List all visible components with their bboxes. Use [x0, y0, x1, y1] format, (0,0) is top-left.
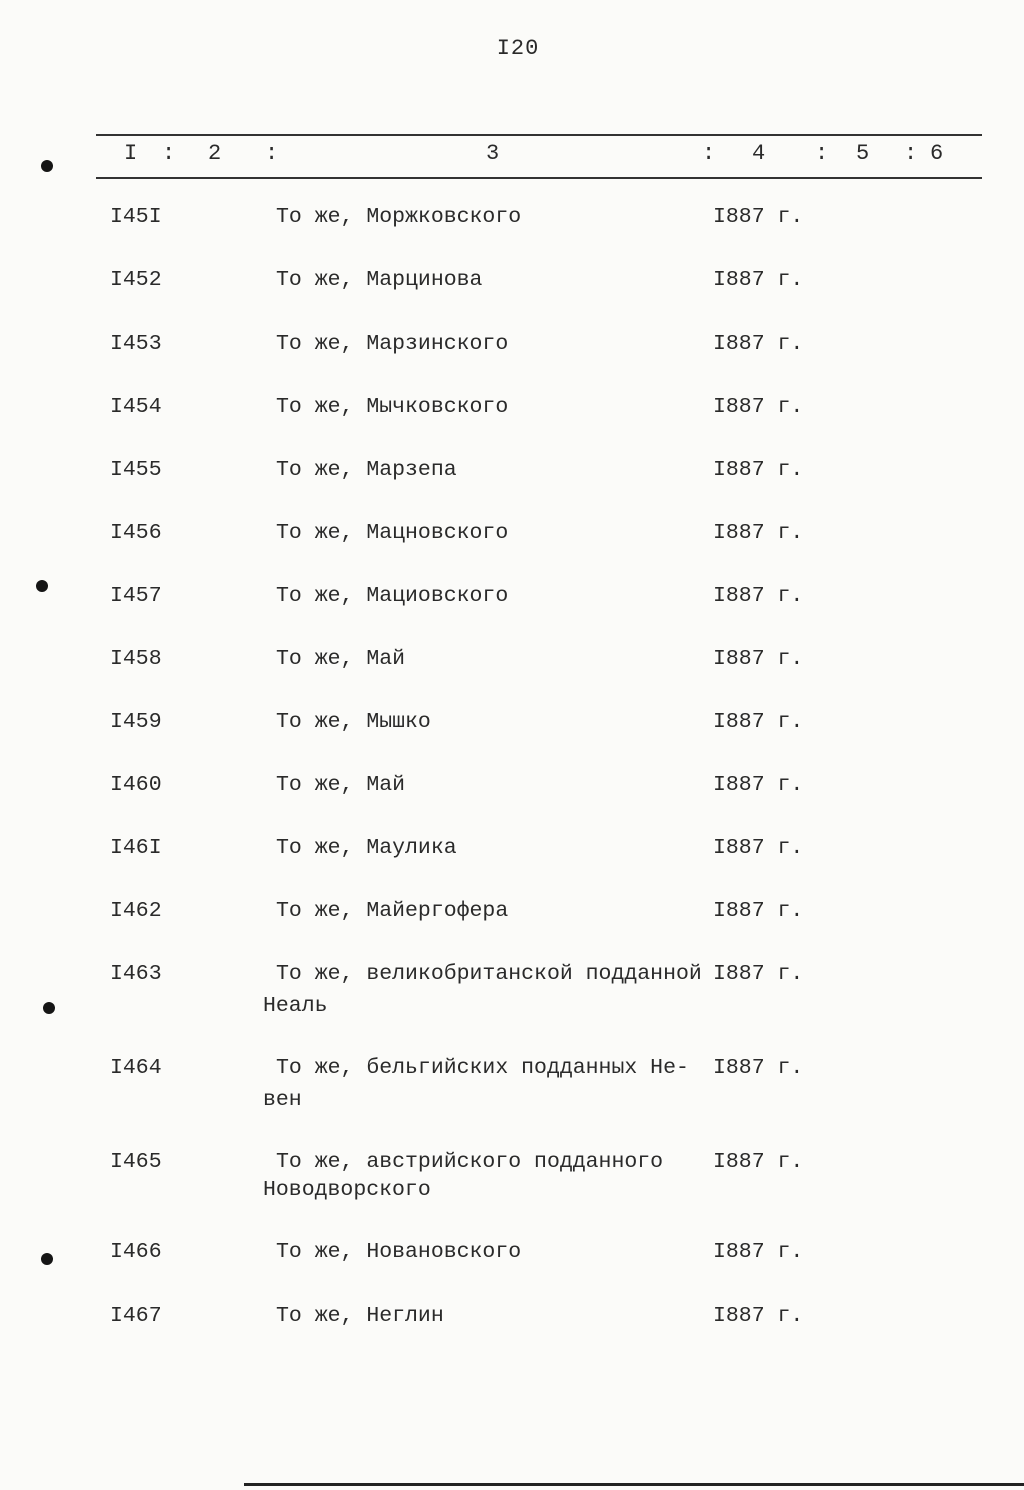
header-top-rule [96, 134, 982, 136]
entry-description: То же, бельгийских подданных Не- [276, 1056, 689, 1080]
entry-year: I887 г. [713, 205, 804, 229]
entry-year: I887 г. [713, 836, 804, 860]
entry-description-continuation: вен [263, 1088, 302, 1112]
entry-year: I887 г. [713, 773, 804, 797]
entry-number: I459 [110, 710, 162, 734]
entry-description: То же, Неглин [276, 1304, 444, 1328]
entry-year: I887 г. [713, 332, 804, 356]
entry-description-continuation: Новодворского [263, 1178, 431, 1202]
entry-year: I887 г. [713, 1056, 804, 1080]
column-header-5: 5 [856, 141, 870, 166]
entry-description: То же, великобританской подданной [276, 962, 702, 986]
entry-year: I887 г. [713, 1240, 804, 1264]
entry-number: I467 [110, 1304, 162, 1328]
entry-description: То же, Мацновского [276, 521, 509, 545]
entry-number: I457 [110, 584, 162, 608]
entry-year: I887 г. [713, 710, 804, 734]
column-header-6: 6 [930, 141, 944, 166]
entry-description: То же, Май [276, 647, 406, 671]
entry-description: То же, Мациовского [276, 584, 509, 608]
entry-year: I887 г. [713, 647, 804, 671]
entry-number: I465 [110, 1150, 162, 1174]
entry-description: То же, Мышко [276, 710, 431, 734]
entry-description: То же, Марзепа [276, 458, 457, 482]
entry-description: То же, Май [276, 773, 406, 797]
entry-description: То же, Мычковского [276, 395, 509, 419]
entry-description: То же, Майергофера [276, 899, 509, 923]
entry-description: То же, Моржковского [276, 205, 522, 229]
entry-description: То же, Марзинского [276, 332, 509, 356]
entry-number: I460 [110, 773, 162, 797]
column-header-2: 2 [208, 141, 222, 166]
column-separator: : [162, 141, 176, 166]
entry-description-continuation: Неаль [263, 994, 328, 1018]
entry-number: I452 [110, 268, 162, 292]
entry-number: I46I [110, 836, 162, 860]
entry-year: I887 г. [713, 458, 804, 482]
entry-number: I464 [110, 1056, 162, 1080]
punch-hole [41, 1253, 53, 1265]
entry-number: I462 [110, 899, 162, 923]
entry-number: I45I [110, 205, 162, 229]
punch-hole [43, 1002, 55, 1014]
entry-number: I466 [110, 1240, 162, 1264]
entry-year: I887 г. [713, 584, 804, 608]
column-separator: : [904, 141, 918, 166]
column-separator: : [265, 141, 279, 166]
entry-description: То же, австрийского подданного [276, 1150, 664, 1174]
entry-number: I463 [110, 962, 162, 986]
entry-number: I458 [110, 647, 162, 671]
column-header-4: 4 [752, 141, 766, 166]
entry-description: То же, Маулика [276, 836, 457, 860]
entry-number: I453 [110, 332, 162, 356]
entry-description: То же, Марцинова [276, 268, 483, 292]
column-header-1: I [124, 141, 138, 166]
page-number: I20 [496, 36, 540, 61]
entry-year: I887 г. [713, 1304, 804, 1328]
bottom-rule [244, 1483, 1024, 1486]
entry-year: I887 г. [713, 1150, 804, 1174]
column-header-3: 3 [486, 141, 500, 166]
entry-number: I456 [110, 521, 162, 545]
header-bottom-rule [96, 177, 982, 179]
entry-year: I887 г. [713, 395, 804, 419]
entry-year: I887 г. [713, 268, 804, 292]
entry-number: I455 [110, 458, 162, 482]
column-separator: : [815, 141, 829, 166]
column-separator: : [702, 141, 716, 166]
entry-number: I454 [110, 395, 162, 419]
punch-hole [36, 580, 48, 592]
entry-year: I887 г. [713, 962, 804, 986]
entry-description: То же, Новановского [276, 1240, 522, 1264]
punch-hole [41, 160, 53, 172]
entry-year: I887 г. [713, 899, 804, 923]
entry-year: I887 г. [713, 521, 804, 545]
